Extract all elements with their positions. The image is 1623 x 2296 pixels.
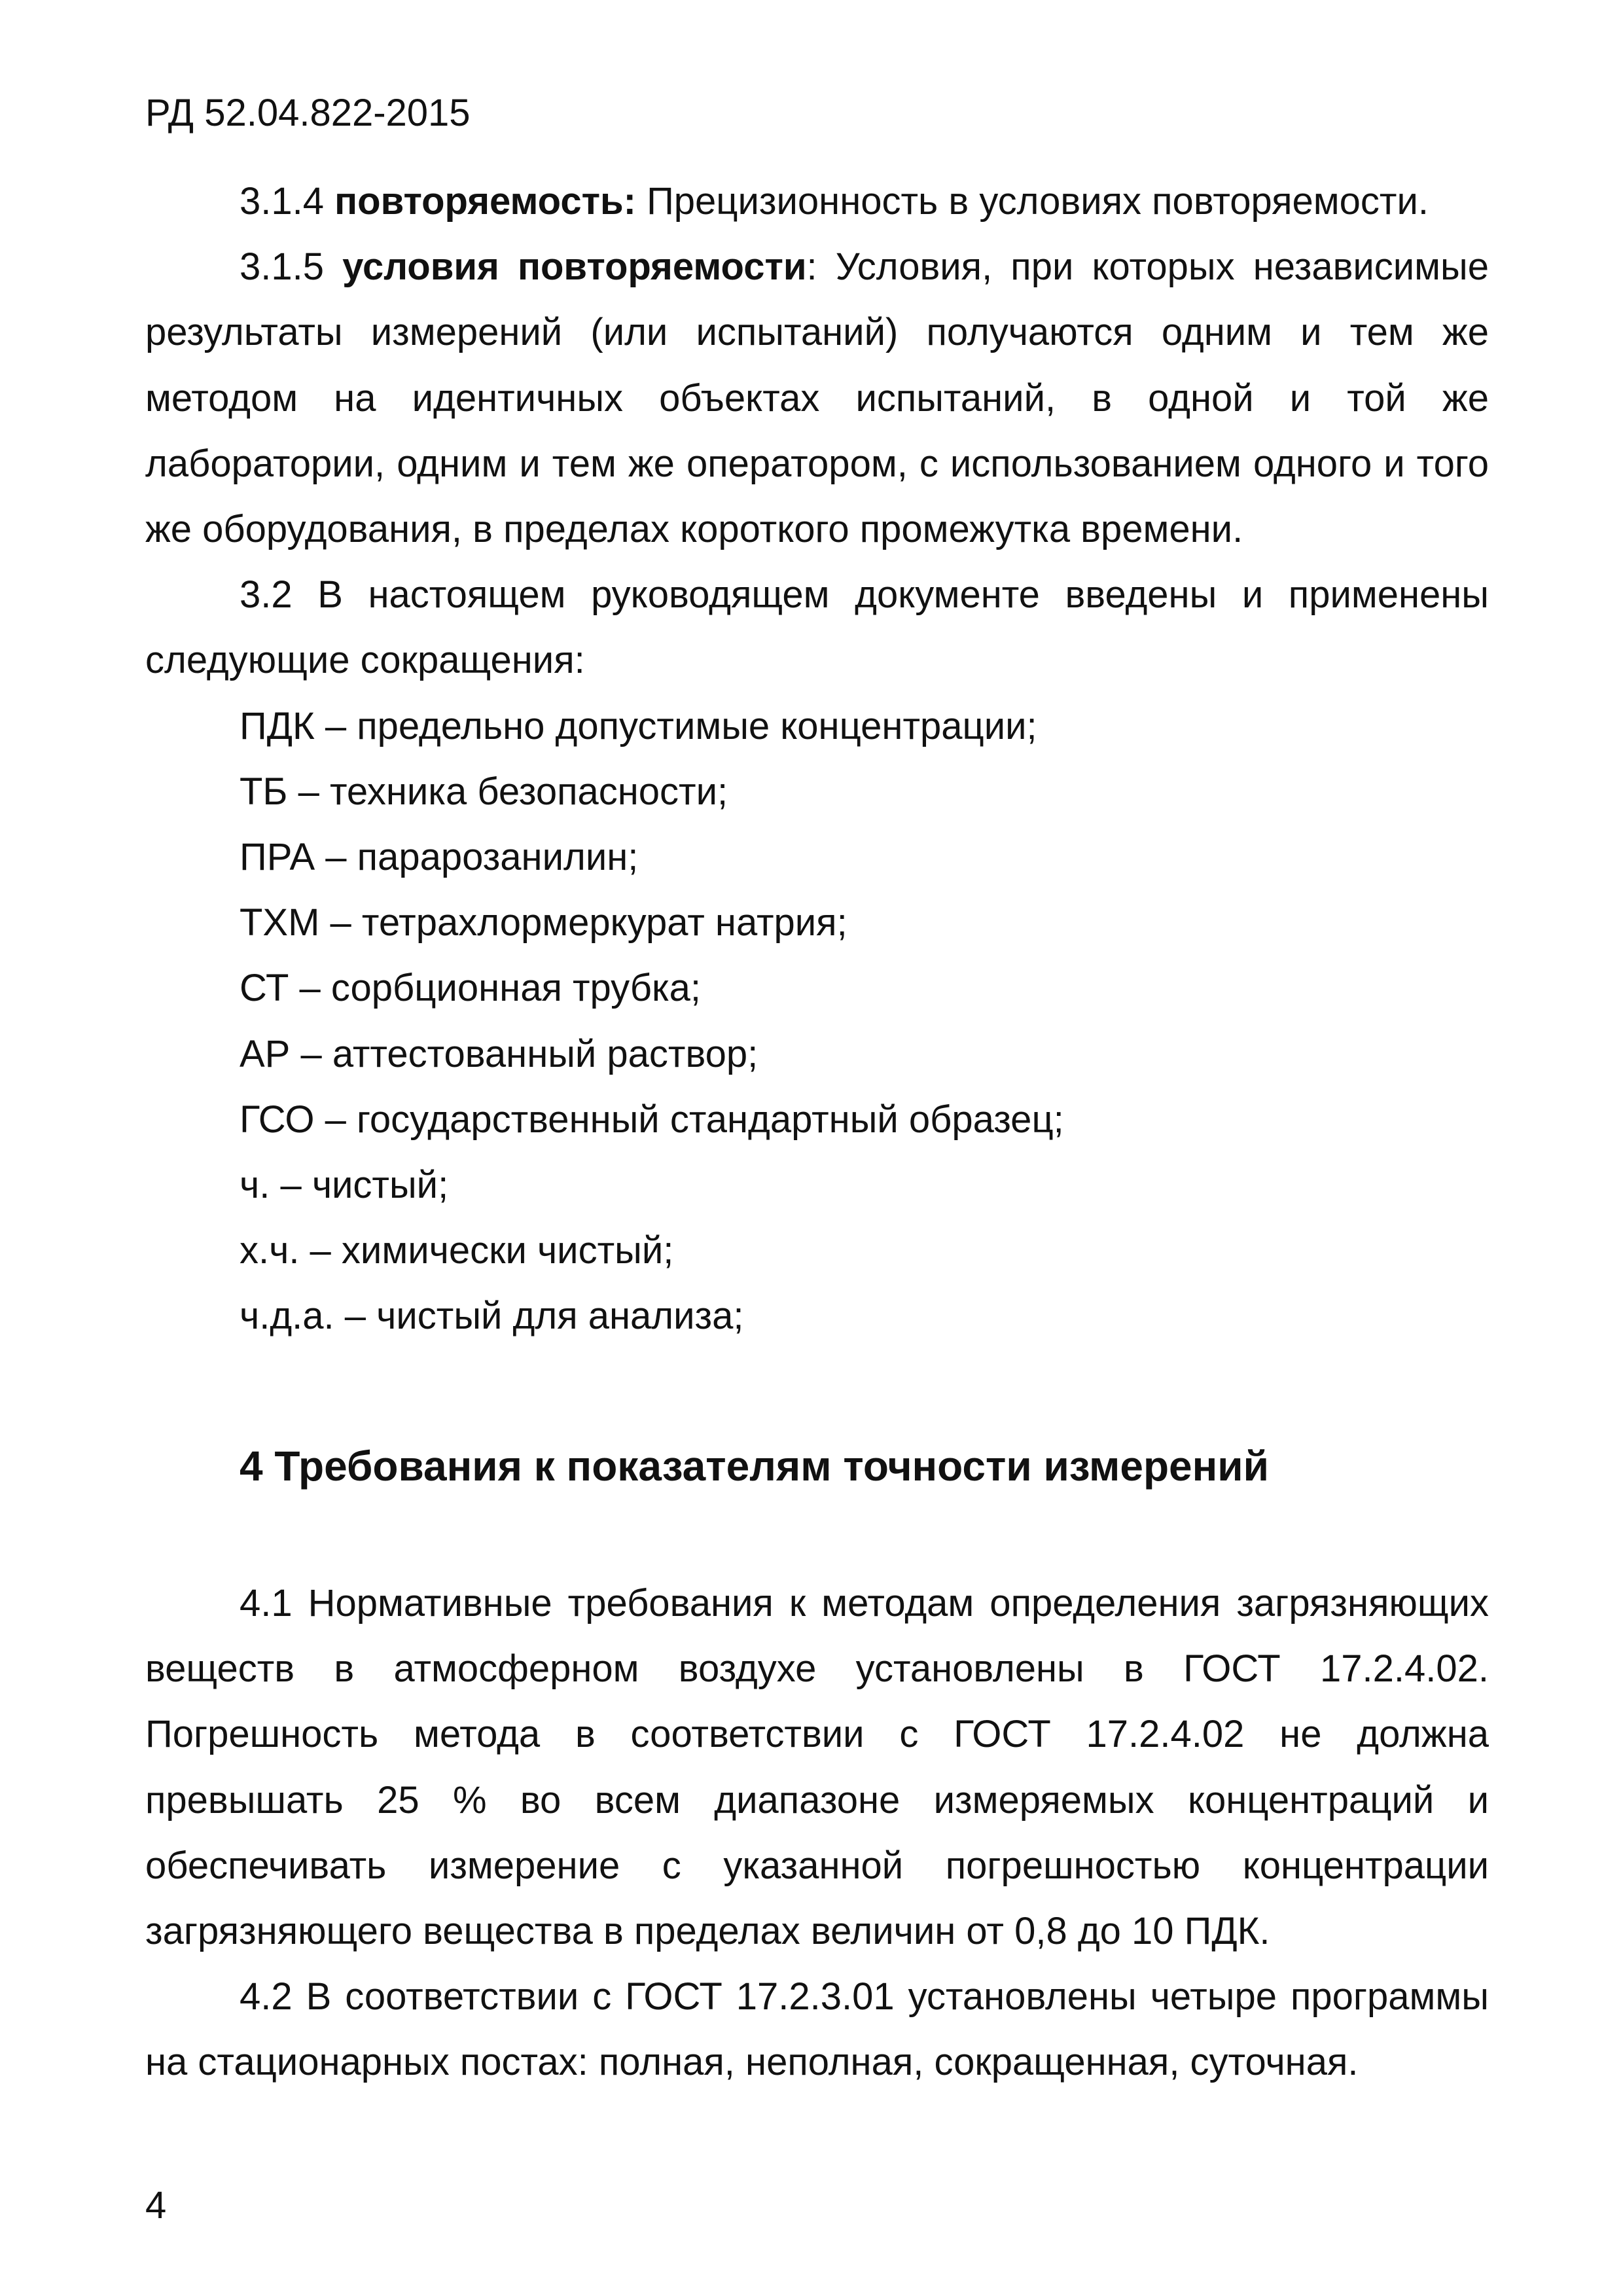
section-4-heading: 4 Требования к показателям точности измерений: [240, 1443, 1269, 1490]
abbreviation-item: ТБ – техника безопасности;: [240, 770, 728, 813]
abbreviation-item: ГСО – государственный стандартный образец;: [240, 1098, 1064, 1141]
paragraph-3-2: 3.2 В настоящем руководящем документе введены и применены следующие сокращения:: [145, 573, 1489, 682]
paragraph-3-1-5: [145, 234, 1489, 562]
paragraph-number: 3.1.5: [240, 245, 324, 289]
definition-text: : Условия, при которых независимые результаты измерений (или испытаний) получаются одним и тем же методом на идентичных объектах испытаний, в одной и той же лаборатории, одним и тем же оператором, с использованием одного и того же оборудования, в пределах короткого промежутка времени.: [145, 245, 1489, 551]
abbreviation-item: АР – аттестованный раствор;: [240, 1032, 758, 1075]
paragraph-3-1-4: [145, 169, 1489, 234]
paragraph-4-2: 4.2 В соответствии с ГОСТ 17.2.3.01 установлены четыре программы на стационарных постах: полная, неполная, сокращенная, суточная.: [145, 1975, 1489, 2084]
abbreviation-item: х.ч. – химически чистый;: [240, 1229, 674, 1272]
abbreviation-item: ч. – чистый;: [240, 1164, 449, 1207]
abbreviation-item: ТХМ – тетрахлормеркурат натрия;: [240, 901, 847, 944]
term-repeatability-conditions: условия повторяемости: [342, 245, 807, 289]
section-3-body: [145, 169, 1489, 1350]
abbreviations-list: [145, 694, 1489, 1350]
paragraph-number: 3.1.4: [240, 180, 324, 223]
paragraph-4-1: 4.1 Нормативные требования к методам определения загрязняющих веществ в атмосферном воздухе установлены в ГОСТ 17.2.4.02. Погрешность метода в соответствии с ГОСТ 17.2.4.02 не должна превышать 25 % во всем диапазоне измеряемых концентраций и обеспечивать измерение с указанной погрешностью концентрации загрязняющего вещества в пределах величин от 0,8 до 10 ПДК.: [145, 1582, 1489, 1953]
abbreviation-item: ч.д.а. – чистый для анализа;: [240, 1295, 744, 1338]
abbreviation-item: СТ – сорбционная трубка;: [240, 967, 702, 1010]
document-code-header: РД 52.04.822-2015: [145, 92, 471, 134]
abbreviation-item: ПРА – парарозанилин;: [240, 836, 639, 879]
section-4-body: [145, 1571, 1489, 2096]
definition-text: Прецизионность в условиях повторяемости.: [647, 180, 1429, 223]
term-repeatability: повторяемость:: [334, 180, 636, 223]
abbreviation-item: ПДК – предельно допустимые концентрации;: [240, 704, 1037, 747]
page-number: 4: [145, 2184, 167, 2227]
